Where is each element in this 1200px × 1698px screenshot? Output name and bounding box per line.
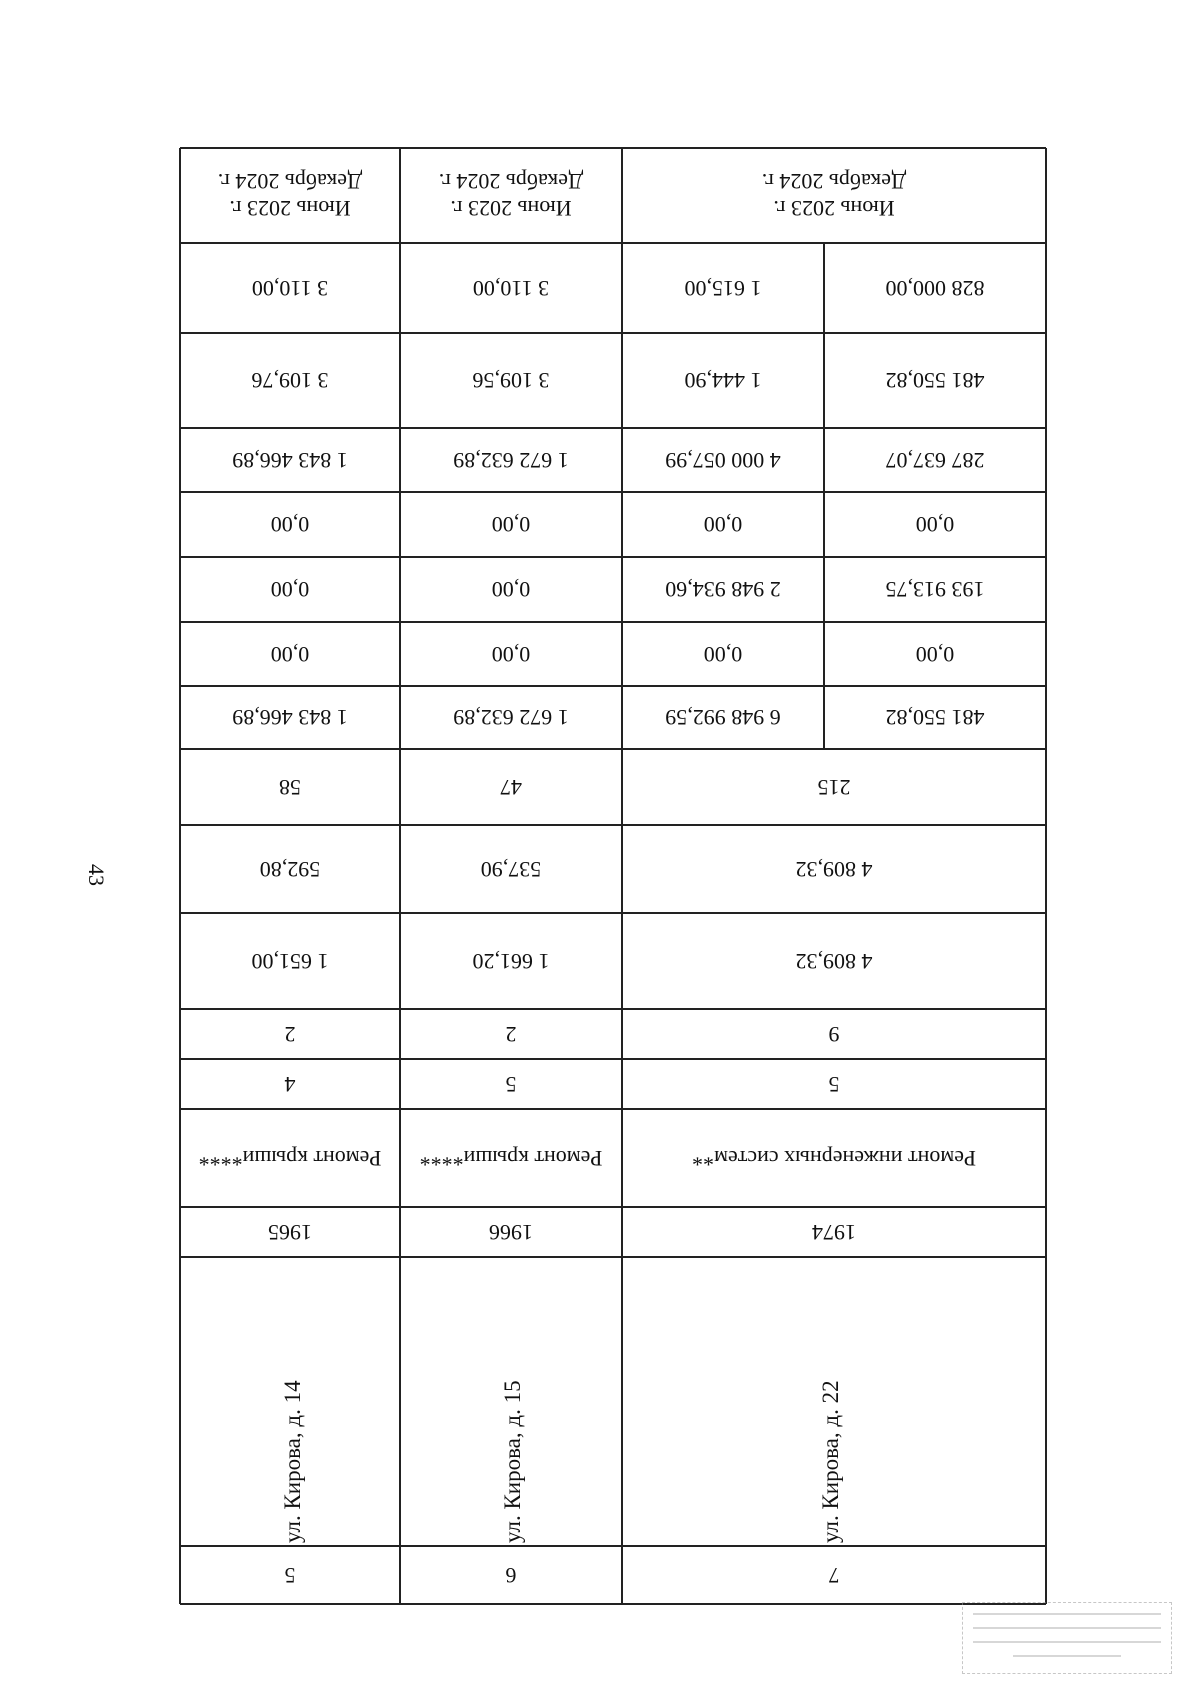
period-end: Декабрь 2024 г.: [761, 169, 907, 195]
cost-budget-sub: 193 913,75: [885, 577, 985, 603]
total-cost: 1 672 632,89: [453, 705, 569, 731]
unit-cost: 3 109,56: [472, 368, 550, 394]
total-cost-sub: 481 550,82: [885, 705, 985, 731]
cost-owners: 4 000 057,99: [665, 448, 781, 473]
cost-budget: 2 948 934,60: [665, 577, 781, 603]
unit-cost-sub: 481 550,82: [885, 368, 985, 394]
total-cost: 1 843 466,89: [232, 705, 348, 731]
cost-fund-sub: 0,00: [915, 642, 955, 667]
row-number: 7: [828, 1563, 840, 1588]
address: ул. Кирова, д. 22: [818, 1380, 843, 1543]
floors: 5: [505, 1072, 517, 1097]
approval-stamp: [962, 1602, 1172, 1674]
unit-cost-limit: 1 615,00: [684, 276, 762, 301]
entrances: 2: [284, 1022, 296, 1047]
work-type: Ремонт крыши****: [419, 1146, 603, 1171]
total-area: 4 809,32: [795, 949, 873, 974]
cost-owners: 1 843 466,89: [232, 448, 348, 473]
build-year: 1965: [268, 1220, 312, 1245]
work-area: 4 809,32: [795, 857, 873, 882]
unit-cost: 3 109,76: [251, 368, 329, 394]
cost-owners-sub: 287 637,07: [885, 448, 985, 473]
cost-local: 0,00: [703, 512, 743, 538]
total-area: 1 661,20: [472, 949, 550, 974]
work-type: Ремонт крыши****: [198, 1146, 382, 1171]
unit-cost-limit: 3 110,00: [472, 276, 550, 301]
residents: 58: [279, 775, 301, 800]
unit-cost-limit-sub: 828 000,00: [885, 276, 985, 301]
cost-owners: 1 672 632,89: [453, 448, 569, 473]
work-type: Ремонт инженерных систем**: [692, 1146, 976, 1171]
work-area: 592,80: [259, 857, 321, 882]
cost-fund: 0,00: [703, 642, 743, 667]
cost-fund: 0,00: [270, 642, 310, 667]
address: ул. Кирова, д. 14: [280, 1380, 305, 1543]
cost-budget: 0,00: [270, 577, 310, 603]
work-period: [400, 148, 622, 243]
row-number: 6: [505, 1563, 517, 1588]
period-end: Декабрь 2024 г.: [438, 169, 584, 195]
cost-fund: 0,00: [491, 642, 531, 667]
build-year: 1974: [812, 1220, 856, 1245]
build-year: 1966: [489, 1220, 533, 1245]
floors: 4: [284, 1072, 296, 1097]
floors: 5: [828, 1072, 840, 1097]
page-number: 43: [84, 864, 109, 886]
cost-local: 0,00: [491, 512, 531, 538]
total-cost: 6 948 992,59: [665, 705, 781, 731]
residents: 47: [500, 775, 522, 800]
cost-budget: 0,00: [491, 577, 531, 603]
work-period: [180, 148, 400, 243]
cost-local: 0,00: [270, 512, 310, 538]
work-area: 537,90: [480, 857, 542, 882]
residents: 215: [817, 775, 851, 800]
period-start: Июнь 2023 г.: [229, 196, 351, 222]
work-period: [622, 148, 1046, 243]
address: ул. Кирова, д. 15: [500, 1380, 525, 1543]
period-start: Июнь 2023 г.: [773, 196, 895, 222]
row-number: 5: [284, 1563, 296, 1588]
unit-cost-limit: 3 110,00: [251, 276, 329, 301]
entrances: 2: [505, 1022, 517, 1047]
total-area: 1 651,00: [251, 949, 329, 974]
period-start: Июнь 2023 г.: [450, 196, 572, 222]
cost-local-sub: 0,00: [915, 512, 955, 538]
entrances: 9: [828, 1022, 840, 1047]
unit-cost: 1 444,90: [684, 368, 762, 394]
period-end: Декабрь 2024 г.: [217, 169, 363, 195]
